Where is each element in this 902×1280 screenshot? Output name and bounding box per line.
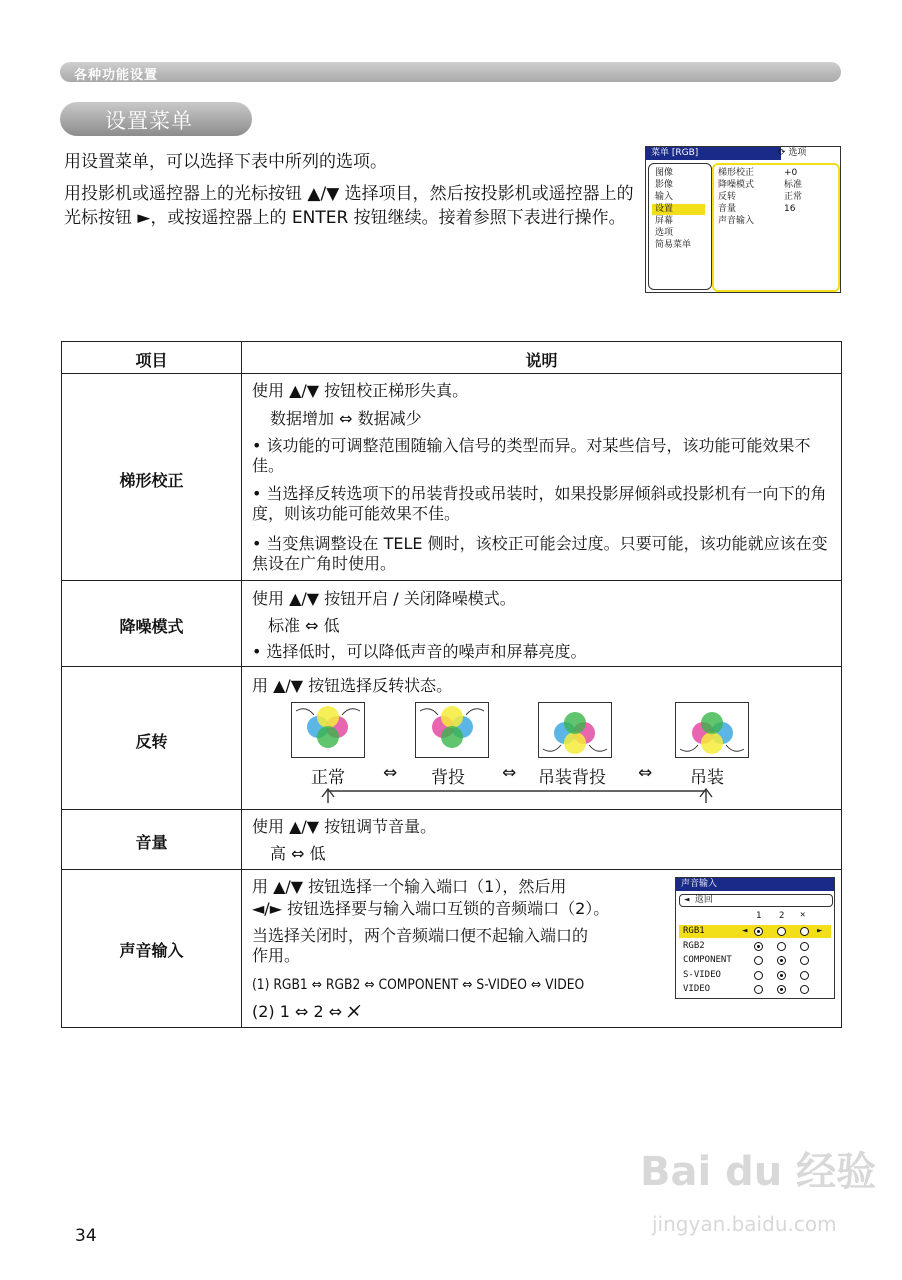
section-title-pill <box>60 102 252 136</box>
row-divider <box>62 580 841 581</box>
mirror-state-label: 背投 <box>431 768 465 788</box>
audio-line: (1) RGB1 ⇔ RGB2 ⇔ COMPONENT ⇔ S-VIDEO ⇔ VIDEO <box>252 977 585 993</box>
setting-value: 标准 <box>784 180 803 190</box>
audio-source-label[interactable]: RGB1 <box>683 926 705 936</box>
mirror-ceiling-rear-thumb <box>538 702 612 758</box>
audio-radio[interactable] <box>800 956 809 965</box>
section-label: 各种功能设置 <box>74 68 159 83</box>
row-divider <box>62 666 841 667</box>
audio-source-label[interactable]: VIDEO <box>683 984 711 994</box>
audio-radio[interactable] <box>800 971 809 980</box>
setting-label[interactable]: 降噪模式 <box>718 180 755 190</box>
intro-paragraph-2: 用投影机或遥控器上的光标按钮 ▲/▼ 选择项目，然后按投影机或遥控器上的光标按钮 ►，或按遥控器上的 ENTER 按钮继续。接着参照下表进行操作。 <box>64 184 634 228</box>
keystone-line: • 当变焦调整设在 TELE 侧时，该校正可能会过度。只要可能，该功能就应该在变焦设在广角时使用。 <box>252 534 828 573</box>
row-divider <box>62 869 841 870</box>
section-header-bar <box>60 62 841 82</box>
audio-panel-title: 声音输入 <box>676 878 834 891</box>
intro-paragraph-1: 用设置菜单，可以选择下表中所列的选项。 <box>64 152 387 172</box>
row-divider <box>62 809 841 810</box>
keystone-line: 使用 ▲/▼ 按钮校正梯形失真。 <box>252 381 469 400</box>
audio-radio[interactable] <box>777 985 786 994</box>
menu-item[interactable]: 影像 <box>655 180 674 190</box>
menu-item[interactable]: 屏幕 <box>655 216 674 226</box>
watermark-url: jingyan.baidu.com <box>652 1212 837 1236</box>
menu-item[interactable]: 图像 <box>655 168 674 178</box>
watermark-logo: Bai du 经验 <box>640 1149 877 1195</box>
audio-radio[interactable] <box>754 942 763 951</box>
audio-source-label[interactable]: COMPONENT <box>683 955 732 965</box>
setting-label[interactable]: 声音输入 <box>718 216 755 226</box>
audio-source-panel <box>675 877 835 999</box>
back-button[interactable]: ◄ 返回 <box>679 894 833 907</box>
noise-line: 使用 ▲/▼ 按钮开启 / 关闭降噪模式。 <box>252 589 516 608</box>
audio-line: 当选择关闭时，两个音频端口便不起输入端口的 <box>252 926 589 945</box>
section-title: 设置菜单 <box>105 109 193 133</box>
row-name-mirror: 反转 <box>135 732 168 751</box>
header-description: 说明 <box>525 351 558 370</box>
audio-radio[interactable] <box>800 942 809 951</box>
noise-line: 标准 ⇔ 低 <box>268 616 340 635</box>
audio-source-label[interactable]: S-VIDEO <box>683 970 721 980</box>
page-number: 34 <box>75 1226 97 1246</box>
row-divider <box>62 373 841 374</box>
audio-line: ◄/► 按钮选择要与输入端口互锁的音频端口（2）。 <box>252 899 610 918</box>
menu-left-list <box>648 163 712 290</box>
row-name-audio: 声音输入 <box>119 941 184 960</box>
cycle-arrow: ⇔ <box>383 763 398 783</box>
mirror-state-label: 吊装背投 <box>538 768 606 788</box>
option-icon: ⟳ <box>778 148 786 158</box>
audio-line: 用 ▲/▼ 按钮选择一个输入端口（1），然后用 <box>252 877 567 896</box>
audio-radio[interactable] <box>754 956 763 965</box>
audio-radio[interactable] <box>777 971 786 980</box>
audio-radio[interactable] <box>777 927 786 936</box>
menu-item[interactable]: 选项 <box>655 228 674 238</box>
audio-radio[interactable] <box>754 971 763 980</box>
menu-option-tab <box>778 147 838 160</box>
mirror-line: 用 ▲/▼ 按钮选择反转状态。 <box>252 676 453 695</box>
audio-radio[interactable] <box>754 985 763 994</box>
column-header: 2 <box>779 911 785 921</box>
column-divider <box>241 342 242 1027</box>
audio-radio[interactable] <box>777 942 786 951</box>
mirror-rear-thumb <box>415 702 489 758</box>
menu-item[interactable]: 输入 <box>655 192 674 202</box>
noise-line: • 选择低时，可以降低声音的噪声和屏幕亮度。 <box>252 642 587 661</box>
cycle-arrow: ⇔ <box>638 763 653 783</box>
setting-value: 正常 <box>784 192 803 202</box>
setting-value: +0 <box>784 168 798 178</box>
audio-radio[interactable] <box>777 956 786 965</box>
menu-item[interactable]: 简易菜单 <box>655 240 692 250</box>
row-name-volume: 音量 <box>135 833 168 852</box>
setting-label[interactable]: 反转 <box>718 192 737 202</box>
setting-label[interactable]: 梯形校正 <box>718 168 755 178</box>
row-name-noise: 降噪模式 <box>119 617 184 636</box>
keystone-line: • 该功能的可调整范围随输入信号的类型而异。对某些信号，该功能可能效果不佳。 <box>252 436 811 475</box>
setting-value: 16 <box>784 204 796 214</box>
audio-radio[interactable] <box>754 927 763 936</box>
keystone-line: • 当选择反转选项下的吊装背投或吊装时，如果投影屏倾斜或投影机有一向下的角度，则该功能可能效果不佳。 <box>252 484 827 523</box>
mirror-state-label: 正常 <box>311 768 345 788</box>
column-header: 1 <box>756 911 762 921</box>
mute-icon: ✕̸ <box>347 1002 361 1021</box>
audio-line <box>252 1002 361 1022</box>
audio-cycle-text: (2) 1 ⇔ 2 ⇔ <box>252 1002 343 1021</box>
mute-icon: ✕ <box>800 910 806 920</box>
wrap-arrow <box>318 785 718 805</box>
setting-label[interactable]: 音量 <box>718 204 737 214</box>
left-arrow-icon[interactable]: ◄ <box>742 926 748 936</box>
option-label: 选项 <box>788 148 807 158</box>
header-item: 项目 <box>135 351 168 370</box>
volume-line: 高 ⇔ 低 <box>270 844 326 863</box>
audio-source-label[interactable]: RGB2 <box>683 941 705 951</box>
audio-line: 作用。 <box>252 946 301 965</box>
volume-line: 使用 ▲/▼ 按钮调节音量。 <box>252 817 437 836</box>
menu-item-selected[interactable]: 设置 <box>652 204 705 215</box>
audio-radio[interactable] <box>800 927 809 936</box>
keystone-line: 数据增加 ⇔ 数据减少 <box>270 409 422 428</box>
row-name-keystone: 梯形校正 <box>119 471 184 490</box>
right-arrow-icon[interactable]: ► <box>817 926 823 936</box>
mirror-normal-thumb <box>291 702 365 758</box>
menu-screenshot <box>645 146 841 293</box>
menu-right-panel <box>712 163 840 292</box>
cycle-arrow: ⇔ <box>502 763 517 783</box>
menu-title: 菜单 [RGB] <box>646 147 781 160</box>
audio-radio[interactable] <box>800 985 809 994</box>
mirror-ceiling-thumb <box>675 702 749 758</box>
mirror-state-label: 吊装 <box>690 768 724 788</box>
